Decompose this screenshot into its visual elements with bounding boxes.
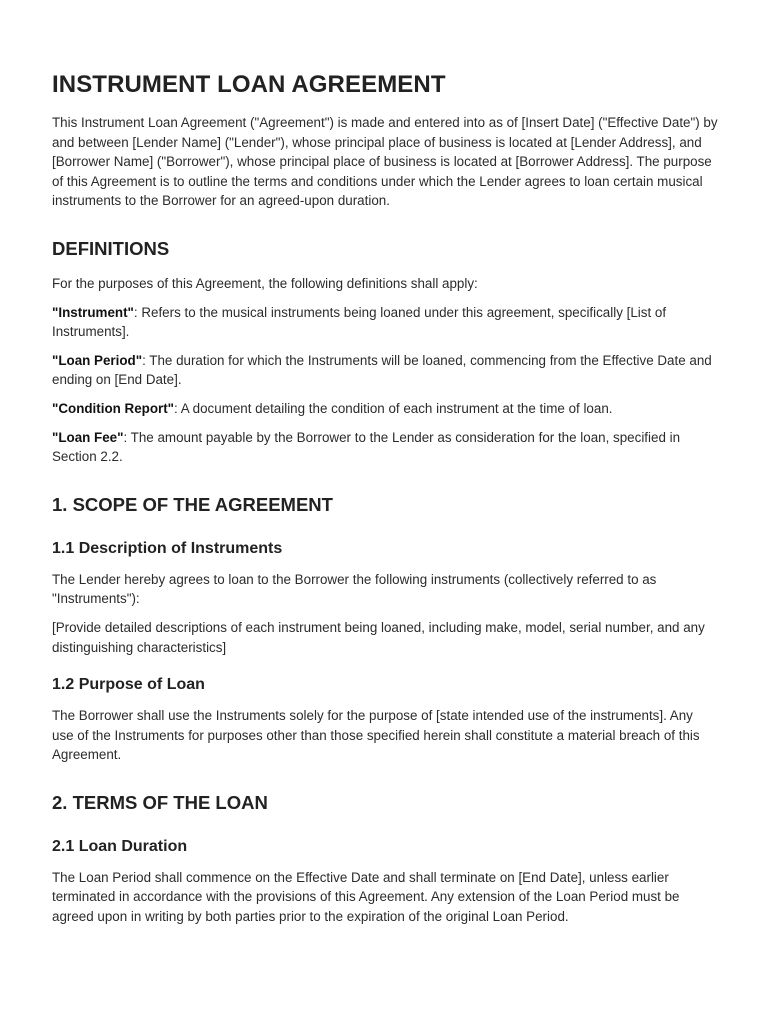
definition-term: "Condition Report" bbox=[52, 400, 175, 416]
definition-loan-fee bbox=[52, 428, 718, 467]
section-2-1-heading: 2.1 Loan Duration bbox=[52, 837, 188, 855]
section-1-1-paragraph: The Lender hereby agrees to loan to the Borrower the following instruments (collectively referred to as "Instruments"): bbox=[52, 571, 657, 607]
section-1-2-paragraph: The Borrower shall use the Instruments solely for the purpose of [state intended use of the instruments]. Any use of the Instruments for purposes other than those specified herein shall constitute a material breach of this Agreement. bbox=[52, 708, 700, 763]
definition-term: "Loan Fee" bbox=[52, 429, 124, 445]
definitions-lead: For the purposes of this Agreement, the following definitions shall apply: bbox=[52, 275, 478, 291]
section-1-1-heading: 1.1 Description of Instruments bbox=[52, 539, 283, 557]
definition-term: "Instrument" bbox=[52, 304, 134, 320]
definition-loan-period bbox=[52, 351, 718, 390]
section-1-heading: 1. SCOPE OF THE AGREEMENT bbox=[52, 493, 333, 515]
definition-condition-report bbox=[52, 399, 718, 419]
section-1-2-heading: 1.2 Purpose of Loan bbox=[52, 676, 205, 694]
document-title: INSTRUMENT LOAN AGREEMENT bbox=[52, 71, 446, 98]
definition-text: : Refers to the musical instruments being loaned under this agreement, specifically [List of Instruments]. bbox=[52, 304, 667, 340]
definition-text: : A document detailing the condition of each instrument at the time of loan. bbox=[174, 400, 613, 416]
section-2-heading: 2. TERMS OF THE LOAN bbox=[52, 791, 268, 813]
intro-paragraph: This Instrument Loan Agreement ("Agreement") is made and entered into as of [Insert Date] ("Effective Date") by and between [Lender Name] ("Lender"), whose principal place of business is located at [Lender Address], and [Borrower Name] ("Borrower"), whose principal place of business is located at [Borrower Address]. The purpose of this Agreement is to outline the terms and conditions under which the Lender agrees to loan certain musical instruments to the Borrower for an agreed-upon duration. bbox=[52, 115, 718, 209]
definition-instrument bbox=[52, 303, 718, 342]
definition-term: "Loan Period" bbox=[52, 352, 143, 368]
definition-text: : The duration for which the Instruments will be loaned, commencing from the Effective Date and ending on [End Date]. bbox=[52, 352, 712, 388]
section-2-1-paragraph: The Loan Period shall commence on the Effective Date and shall terminate on [End Date], unless earlier terminated in accordance with the provisions of this Agreement. Any extension of the Loan Period must be agreed upon in writing by both parties prior to the expiration of the original Loan Period. bbox=[52, 869, 680, 925]
definitions-heading: DEFINITIONS bbox=[52, 237, 170, 259]
section-1-1-placeholder-paragraph: [Provide detailed descriptions of each instrument being loaned, including make, model, serial number, and any distinguishing characteristics] bbox=[52, 619, 705, 655]
definition-text: : The amount payable by the Borrower to the Lender as consideration for the loan, specified in Section 2.2. bbox=[52, 429, 681, 465]
